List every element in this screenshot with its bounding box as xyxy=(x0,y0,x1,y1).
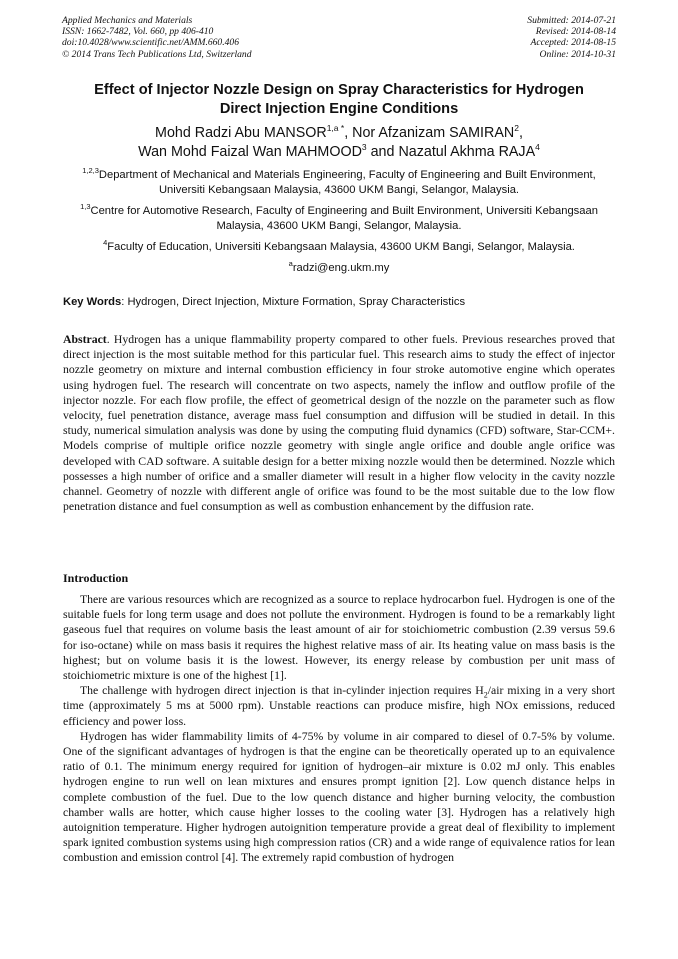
abstract-label: Abstract xyxy=(63,333,107,346)
affiliation-3 xyxy=(60,240,618,255)
author-list xyxy=(40,124,638,161)
accepted-date: Accepted: 2014-08-15 xyxy=(530,37,616,49)
online-date: Online: 2014-10-31 xyxy=(539,48,616,60)
affiliation-1 xyxy=(60,168,618,198)
intro-paragraph-3: Hydrogen has wider flammability limits of 4-75% by volume in air compared to diesel of 0.7-5% by volume. One of the significant advantages of hydrogen is that the engine can be theoretically operated up to an equivalence ratio of 0.1. The minimum energy required for ignition of hydrogen–air mixture is 0.02 mJ only. This enables hydrogen engine to run well on lean mixtures and ensures prompt ignition [2]. Low quench distance helps in complete combustion of the fuel. Due to the low quench distance and higher burning velocity, the combustion chamber walls are hotter, which cause higher losses to the cooling water [3]. Hydrogen has a relatively high autoignition temperature. Higher hydrogen autoignition temperature provide a great deal of flexibility to implement spark ignited combustion systems using high compression ratios (CR) and a wide range of equivalence ratios for lean combustion and emission control [4]. The extremely rapid combustion of hydrogen xyxy=(63,729,615,865)
email-marker: a xyxy=(288,259,293,268)
introduction-heading: Introduction xyxy=(63,571,129,585)
author-1-affil: 1,a * xyxy=(326,123,345,133)
author-line-2 xyxy=(40,143,638,162)
h2-subscript: 2 xyxy=(483,690,488,700)
affiliation-2 xyxy=(60,204,618,234)
author-conjunction: and xyxy=(366,143,399,160)
title-line-2: Direct Injection Engine Conditions xyxy=(219,100,459,117)
author-3: Wan Mohd Faizal Wan MAHMOOD xyxy=(138,143,362,160)
keywords xyxy=(63,295,623,310)
doi-line[interactable]: doi:10.4028/www.scientific.net/AMM.660.406 xyxy=(62,37,240,49)
keywords-label: Key Words xyxy=(63,296,122,308)
affiliation-3-marker: 4 xyxy=(103,238,108,247)
author-3-affil: 3 xyxy=(361,141,367,152)
intro-paragraph-2-start: The challenge with hydrogen direct injection is that in-cylinder injection requires H xyxy=(80,684,484,698)
affiliation-2-marker: 1,3 xyxy=(80,202,91,211)
publication-dates xyxy=(527,15,616,60)
affiliation-3-text: Faculty of Education, Universiti Kebangsaan Malaysia, 43600 UKM Bangi, Selangor, Malaysia. xyxy=(107,241,575,253)
introduction-body xyxy=(63,592,615,866)
title-line-1: Effect of Injector Nozzle Design on Spray Characteristics for Hydrogen xyxy=(94,82,584,98)
corresponding-email[interactable] xyxy=(60,261,618,276)
author-line-1 xyxy=(40,124,638,143)
intro-paragraph-2 xyxy=(63,683,615,729)
affiliation-2-text: Centre for Automotive Research, Faculty of Engineering and Built Environment, Universiti Kebangsaan Malaysia, 43600 UKM Bangi, Selangor, Malaysia. xyxy=(90,205,598,232)
author-2-affil: 2 xyxy=(514,123,519,133)
keywords-text: : Hydrogen, Direct Injection, Mixture Formation, Spray Characteristics xyxy=(121,296,466,308)
affiliation-1-text: Department of Mechanical and Materials Engineering, Faculty of Engineering and Built Environment, Universiti Kebangsaan Malaysia, 43600 UKM Bangi, Selangor, Malaysia. xyxy=(98,169,596,196)
journal-name: Applied Mechanics and Materials xyxy=(62,15,193,26)
author-1: Mohd Radzi Abu MANSOR xyxy=(155,125,327,141)
author-4-affil: 4 xyxy=(535,141,540,152)
journal-info xyxy=(62,15,252,60)
author-4: Nazatul Akhma RAJA xyxy=(398,143,536,160)
author-2: Nor Afzanizam SAMIRAN xyxy=(352,125,515,141)
intro-paragraph-2-end: /air mixing in a very short time (approximately 5 ms at 5000 rpm). Unstable reactions can produce misfire, high NOx emissions, reduced efficiency and power loss. xyxy=(63,684,615,728)
email-text: radzi@eng.ukm.my xyxy=(292,262,390,274)
revised-date: Revised: 2014-08-14 xyxy=(535,26,616,38)
abstract-text: . Hydrogen has a unique flammability property compared to other fuels. Previous researches proved that direct injection is the most suitable method for this particular fuel. This research aims to study the effect of injector nozzle geometry on mixture and internal combustion efficiency in four stroke automotive engine which operates using hydrogen fuel. The research will concentrate on two aspects, namely the inflow and outflow profile of the injector nozzle. For each flow profile, the effect of geometrical design of the nozzle on the parameter such as flow velocity, fuel penetration distance, average mass fuel consumption and diffusion will be studied in detail. In this study, numerical simulation analysis was done by using the computing fluid dynamics (CFD) software, Star-CCM+. Models comprise of multiple orifice nozzle geometry with single angle orifice and double angle orifice was developed with CAD software. A suitable design for a better mixing nozzle would then be determined. Nozzle which possesses a high number of orifice and a smaller diameter will result in a higher flow velocity in the cavity nozzle channel. Geometry of nozzle with different angle of orifice was found to be the most suitable due to the low flow penetration distance and fuel consumption as well as combustion enhancement by the diffusion rate. xyxy=(63,333,615,514)
author-separator: , xyxy=(518,125,523,141)
affiliation-1-marker: 1,2,3 xyxy=(82,166,99,175)
paper-title xyxy=(40,81,638,118)
issn-line: ISSN: 1662-7482, Vol. 660, pp 406-410 xyxy=(62,26,214,38)
abstract xyxy=(63,332,615,514)
intro-paragraph-1: There are various resources which are recognized as a source to replace hydrocarbon fuel. Hydrogen is one of the suitable fuels for long term usage and does not pollute the environment. Hydrogen is found to be a remarkably light gaseous fuel that requires on volume basis the least amount of air for stoichiometric combustion (2.39 versus 59.6 for iso-octane) while on mass basis it requires the highest relative mass of air. Its heating value on mass basis is the highest; but on volume basis it is the lowest. However, its energy release by combustion per unit mass of stoichiometric mixture is one of the highest [1]. xyxy=(63,593,615,683)
author-separator: , xyxy=(344,125,353,141)
copyright-line: © 2014 Trans Tech Publications Ltd, Switzerland xyxy=(62,48,252,60)
submitted-date: Submitted: 2014-07-21 xyxy=(527,15,616,26)
